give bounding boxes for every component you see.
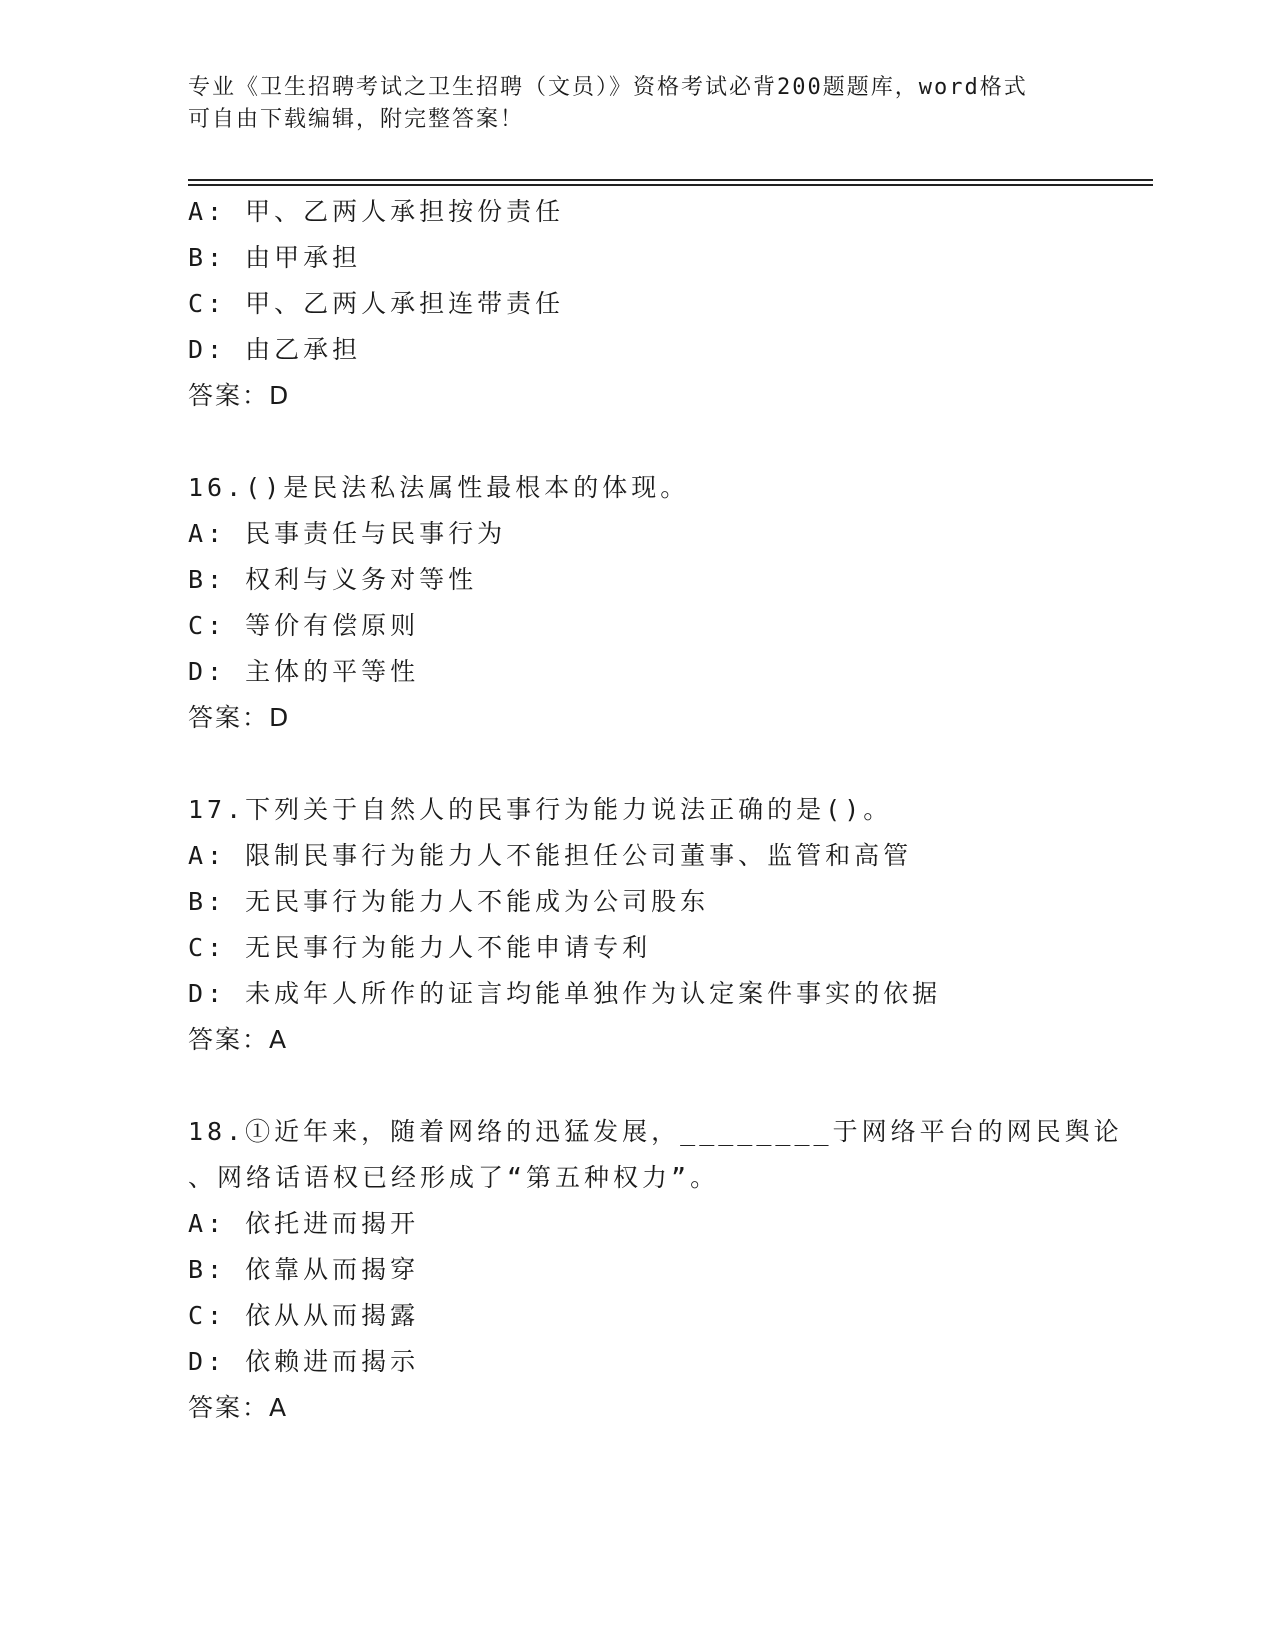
option-b: B: 由甲承担 (188, 243, 362, 272)
option-a: A: 依托进而揭开 (188, 1209, 420, 1238)
spacer (188, 741, 1148, 787)
option-a: A: 甲、乙两人承担按份责任 (188, 197, 565, 226)
option-c: C: 等价有偿原则 (188, 611, 420, 640)
answer-line: 答案：A (188, 1393, 289, 1422)
option-d: D: 由乙承担 (188, 335, 362, 364)
question-block-16 (188, 465, 1148, 741)
answer-line: 答案：A (188, 1025, 289, 1054)
document-header (188, 72, 1068, 136)
question-block-18 (188, 1109, 1148, 1431)
option-a: A: 民事责任与民事行为 (188, 519, 507, 548)
answer-line: 答案：D (188, 381, 291, 410)
question-block-17 (188, 787, 1148, 1063)
option-b: B: 无民事行为能力人不能成为公司股东 (188, 887, 710, 916)
option-b: B: 权利与义务对等性 (188, 565, 478, 594)
option-a: A: 限制民事行为能力人不能担任公司董事、监管和高管 (188, 841, 913, 870)
question-list (188, 189, 1148, 1431)
question-block-15 (188, 189, 1148, 419)
option-d: D: 依赖进而揭示 (188, 1347, 420, 1376)
header-divider-top (188, 179, 1153, 181)
question-text-line-2: 、网络话语权已经形成了“第五种权力”。 (188, 1163, 720, 1192)
question-text-line-1: 18.①近年来，随着网络的迅猛发展，________于网络平台的网民舆论 (188, 1117, 1123, 1146)
header-line-1: 专业《卫生招聘考试之卫生招聘（文员）》资格考试必背200题题库，word格式 (188, 75, 1028, 100)
option-b: B: 依靠从而揭穿 (188, 1255, 420, 1284)
answer-line: 答案：D (188, 703, 291, 732)
option-c: C: 甲、乙两人承担连带责任 (188, 289, 565, 318)
option-c: C: 无民事行为能力人不能申请专利 (188, 933, 652, 962)
spacer (188, 419, 1148, 465)
header-line-2: 可自由下载编辑，附完整答案！ (188, 107, 525, 132)
option-c: C: 依从从而揭露 (188, 1301, 420, 1330)
option-d: D: 主体的平等性 (188, 657, 420, 686)
spacer (188, 1063, 1148, 1109)
option-d: D: 未成年人所作的证言均能单独作为认定案件事实的依据 (188, 979, 942, 1008)
question-text: 16.()是民法私法属性最根本的体现。 (188, 473, 690, 502)
header-divider-bottom (188, 184, 1153, 186)
question-text: 17.下列关于自然人的民事行为能力说法正确的是()。 (188, 795, 893, 824)
